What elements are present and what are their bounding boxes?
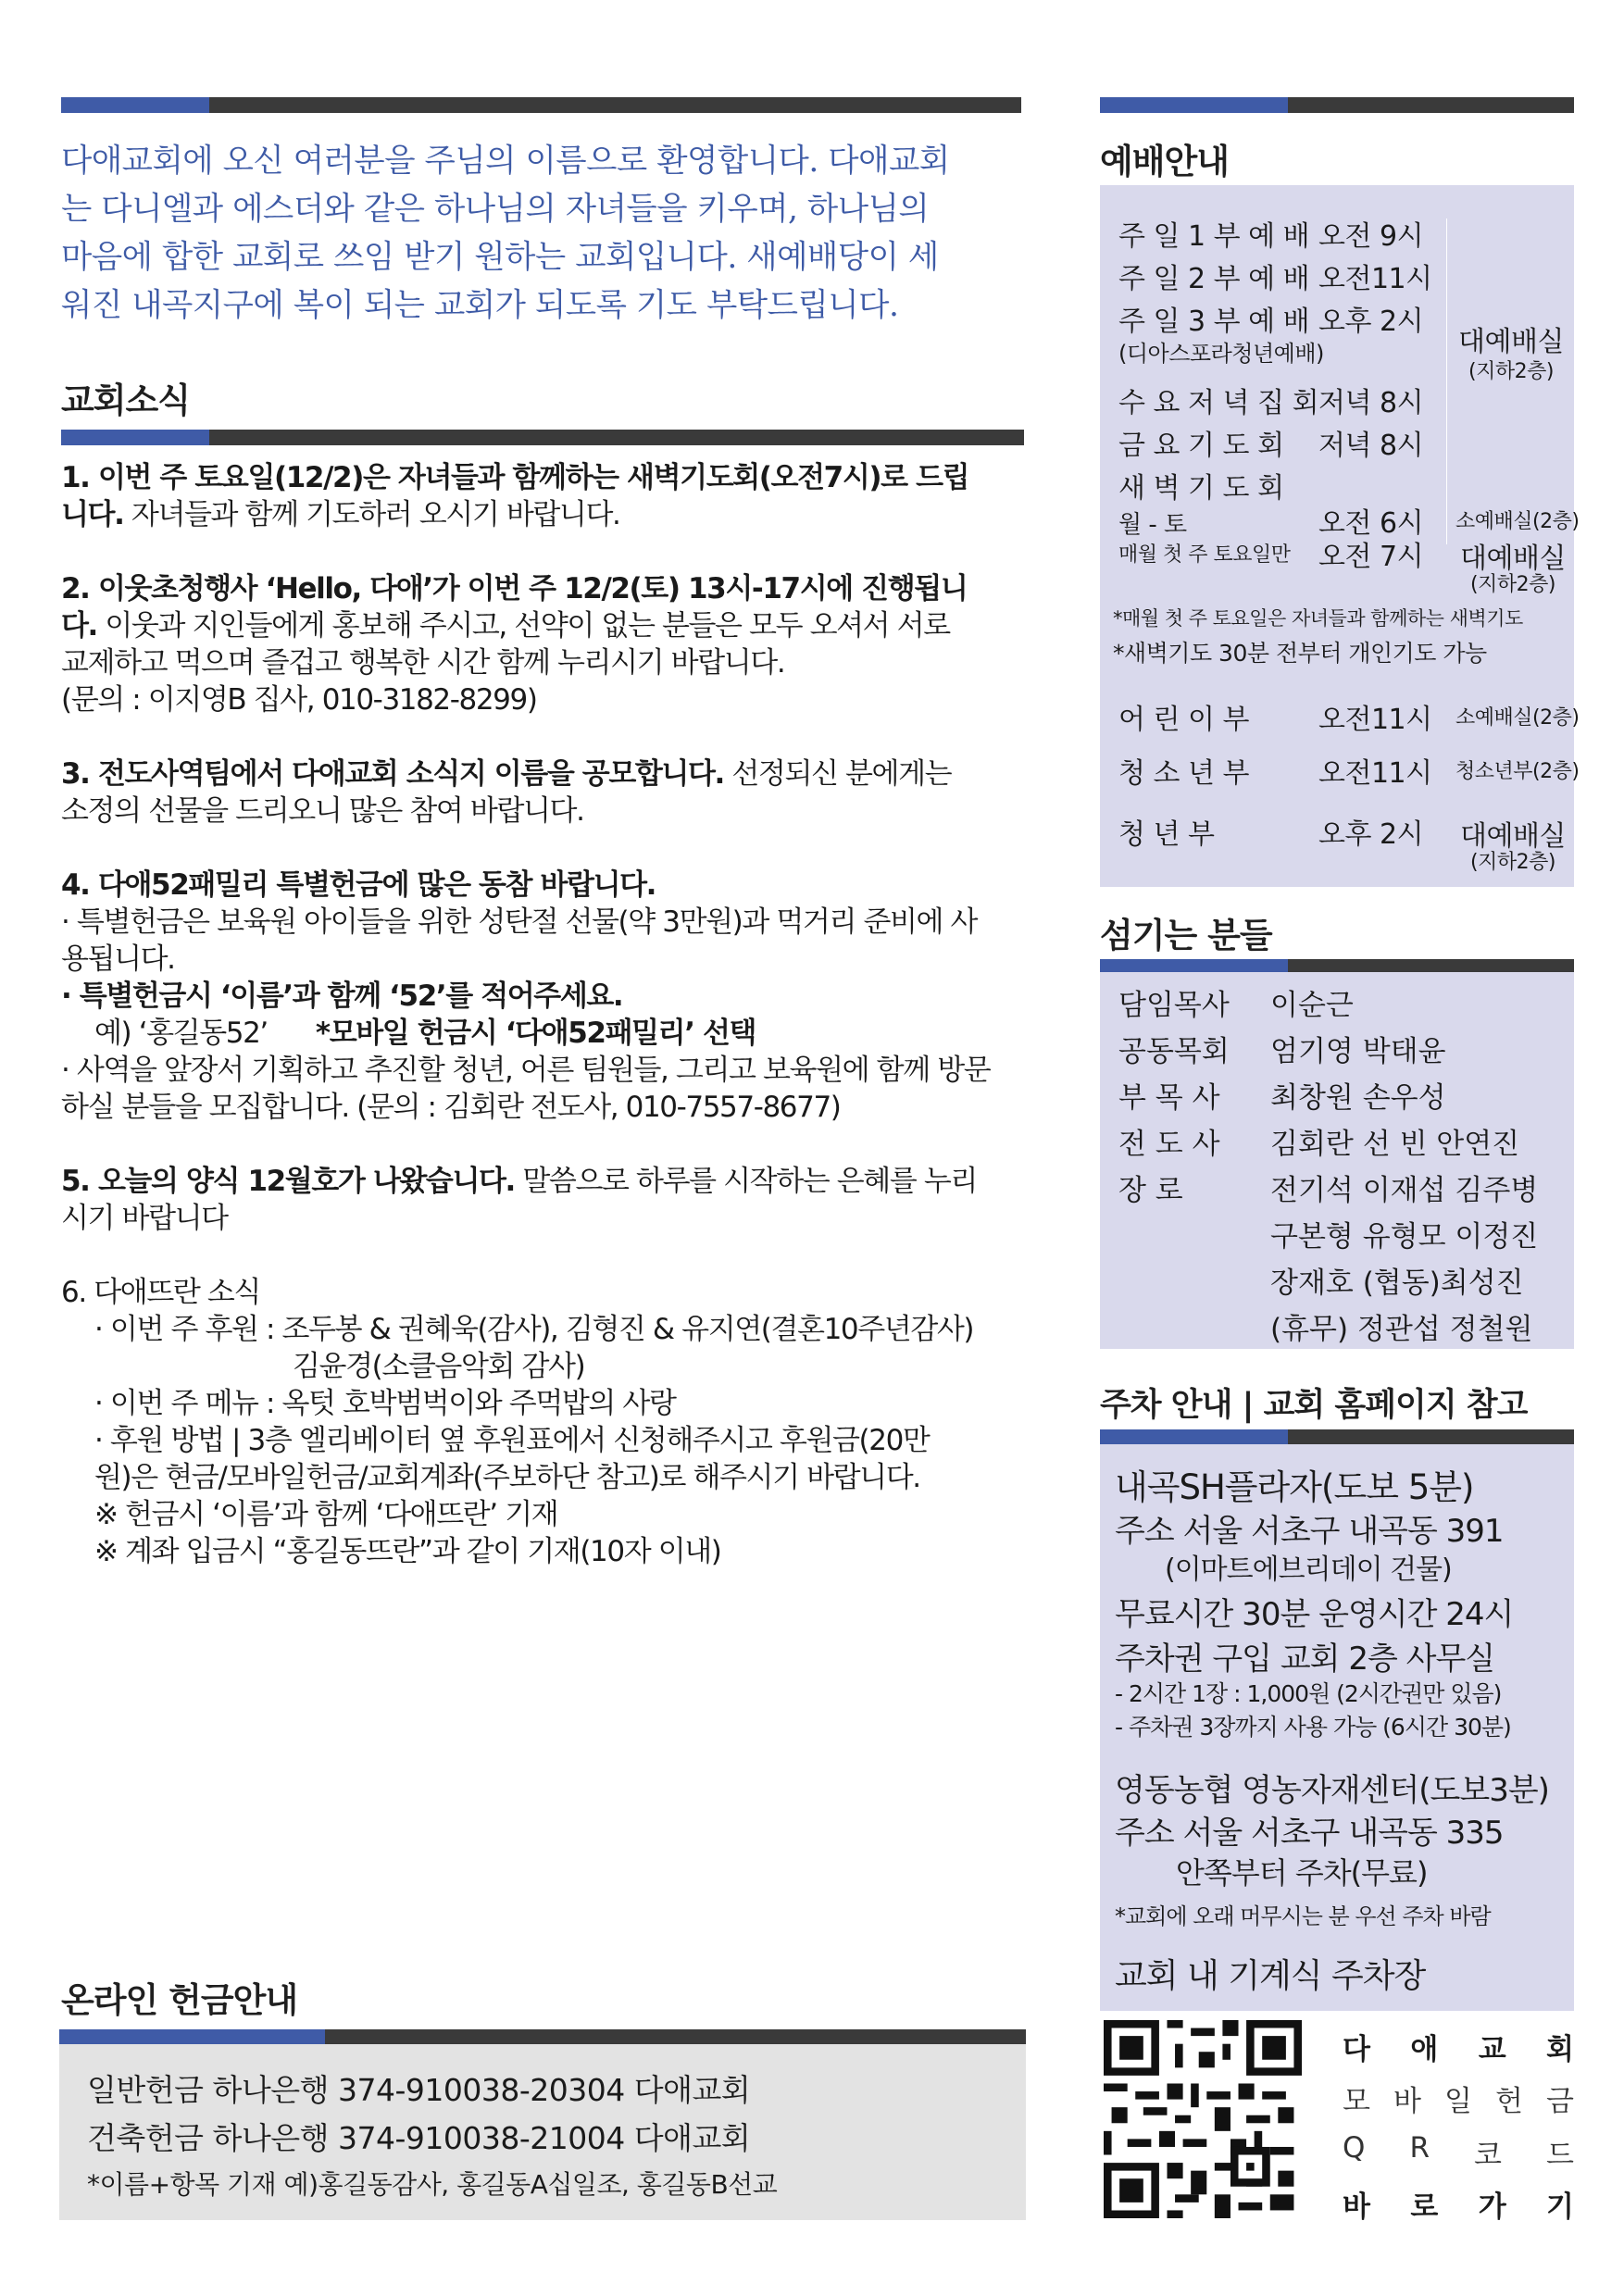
qr-char: 교 xyxy=(1478,2033,1506,2066)
news-item-2-line: 교제하고 먹으며 즐겁고 행복한 시간 함께 누리시기 바랍니다. xyxy=(61,646,785,680)
worship-time: 오전11시 xyxy=(1318,757,1432,790)
staff-names: 구본형 유형모 이정진 xyxy=(1270,1220,1539,1254)
news-heading: 교회소식 xyxy=(61,381,190,420)
parking-location-2: 영동농협 영농자재센터(도보3분) xyxy=(1115,1772,1549,1809)
worship-place: 대예배실 xyxy=(1458,326,1564,358)
parking-mechanical: 교회 내 기계식 주차장 xyxy=(1115,1957,1426,1995)
parking-divider xyxy=(1100,1429,1574,1445)
qr-char: Q xyxy=(1343,2131,1366,2165)
worship-time: 오전11시 xyxy=(1318,704,1432,736)
parking-heading: 주차 안내 | 교회 홈페이지 참고 xyxy=(1100,1387,1528,1424)
news-item-4-line: · 특별헌금시 ‘이름’과 함께 ‘52’를 적어주세요. xyxy=(61,980,623,1013)
worship-name: 주 일 1 부 예 배 xyxy=(1118,220,1310,253)
worship-time: 오전 9시 xyxy=(1318,220,1424,253)
giving-heading: 온라인 헌금안내 xyxy=(61,1980,298,2020)
worship-place: 소예배실(2층) xyxy=(1455,706,1580,730)
welcome-line: 마음에 합한 교회로 쓰임 받기 원하는 교회입니다. 새예배당이 세 xyxy=(61,239,939,276)
qr-char: 가 xyxy=(1478,2190,1506,2224)
parking-panel xyxy=(1100,1444,1574,2011)
qr-char: 바 xyxy=(1343,2190,1370,2224)
qr-char: 금 xyxy=(1546,2085,1574,2118)
parking-hours: 무료시간 30분 운영시간 24시 xyxy=(1115,1596,1514,1633)
worship-place-sub: (지하2층) xyxy=(1470,851,1555,874)
worship-panel xyxy=(1100,185,1580,887)
worship-name: 어 린 이 부 xyxy=(1118,704,1250,736)
news-item-6-line: · 이번 주 후원 : 조두봉 & 권혜욱(감사), 김형진 & 유지연(결혼10주년감사) xyxy=(94,1313,974,1346)
worship-divider xyxy=(1446,218,1447,544)
worship-time: 저녁 8시 xyxy=(1318,430,1424,462)
news-item-6-line: · 이번 주 메뉴 : 옥텃 호박범벅이와 주먹밥의 사랑 xyxy=(94,1387,676,1420)
qr-char: 코 xyxy=(1474,2139,1502,2172)
staff-panel xyxy=(1100,972,1574,1349)
news-item-2-contact: (문의 : 이지영B 집사, 010-3182-8299) xyxy=(61,683,537,717)
worship-name: 주 일 3 부 예 배 xyxy=(1118,306,1310,338)
parking-building: (이마트에브리데이 건물) xyxy=(1165,1554,1452,1586)
parking-location: 내곡SH플라자(도보 5분) xyxy=(1115,1467,1474,1507)
staff-names: 최창원 손우성 xyxy=(1270,1081,1446,1115)
top-divider-right xyxy=(1100,97,1574,113)
worship-name: 금 요 기 도 회 xyxy=(1118,430,1284,462)
giving-account-general: 일반헌금 하나은행 374-910038-20304 다애교회 xyxy=(87,2072,751,2108)
parking-limit: - 주차권 3장까지 사용 가능 (6시간 30분) xyxy=(1115,1714,1511,1741)
staff-role: 전 도 사 xyxy=(1118,1128,1220,1161)
worship-time: 오전11시 xyxy=(1318,263,1432,295)
qr-char: 다 xyxy=(1343,2033,1370,2066)
staff-heading: 섬기는 분들 xyxy=(1100,916,1272,955)
parking-address-2: 주소 서울 서초구 내곡동 335 xyxy=(1115,1815,1504,1852)
worship-name: 주 일 2 부 예 배 xyxy=(1118,263,1310,295)
qr-label-line3 xyxy=(1343,2131,1574,2173)
news-item-3-line: 소정의 선물을 드리오니 많은 참여 바랍니다. xyxy=(61,794,584,828)
giving-box xyxy=(59,2044,1026,2220)
qr-char: 회 xyxy=(1546,2033,1574,2066)
worship-name: 청 소 년 부 xyxy=(1118,757,1250,790)
news-item-1: 1. 이번 주 토요일(12/2)은 자녀들과 함께하는 새벽기도회(오전7시)로 드립 xyxy=(61,461,969,494)
qr-label-line1 xyxy=(1343,2026,1574,2067)
staff-names: 전기석 이재섭 김주병 xyxy=(1270,1174,1539,1207)
news-item-5: 5. 오늘의 양식 12월호가 나왔습니다. 말씀으로 하루를 시작하는 은혜를 누리 xyxy=(61,1165,977,1198)
welcome-line: 워진 내곡지구에 복이 되는 교회가 되도록 기도 부탁드립니다. xyxy=(61,287,899,324)
qr-char: R xyxy=(1409,2131,1430,2165)
parking-address: 주소 서울 서초구 내곡동 391 xyxy=(1115,1513,1504,1550)
qr-char: 기 xyxy=(1546,2190,1574,2224)
worship-place: 소예배실(2층) xyxy=(1455,510,1580,533)
news-item-6-line: 원)은 현금/모바일헌금/교회계좌(주보하단 참고)로 해주시기 바랍니다. xyxy=(94,1461,920,1494)
worship-place-sub: (지하2층) xyxy=(1470,573,1555,596)
staff-role: 장 로 xyxy=(1118,1174,1183,1207)
news-item-2-cont: 다. 이웃과 지인들에게 홍보해 주시고, 선약이 없는 분들은 모두 오셔서 서로 xyxy=(61,609,950,643)
parking-price: - 2시간 1장 : 1,000원 (2시간권만 있음) xyxy=(1115,1680,1502,1707)
news-item-6: 6. 다애뜨란 소식 xyxy=(61,1276,260,1309)
qr-char: 드 xyxy=(1546,2139,1574,2172)
parking-ticket: 주차권 구입 교회 2층 사무실 xyxy=(1115,1641,1495,1678)
welcome-message xyxy=(61,137,1024,330)
top-divider-left xyxy=(61,97,1021,113)
worship-place: 대예배실 xyxy=(1460,820,1566,853)
qr-char: 헌 xyxy=(1495,2085,1523,2118)
qr-char: 모 xyxy=(1343,2085,1370,2118)
news-item-5-line: 시기 바랍니다 xyxy=(61,1202,228,1235)
worship-time: 저녁 8시 xyxy=(1318,387,1424,419)
staff-role: 담임목사 xyxy=(1118,989,1230,1022)
worship-time: 오후 2시 xyxy=(1318,306,1424,338)
worship-time: 오전 7시 xyxy=(1318,541,1424,573)
staff-names: (휴무) 정관섭 정철원 xyxy=(1270,1313,1533,1346)
staff-role: 공동목회 xyxy=(1118,1035,1230,1068)
worship-name: 월 - 토 xyxy=(1118,511,1187,539)
qr-link[interactable] xyxy=(1343,2183,1574,2225)
worship-time: 오전 6시 xyxy=(1318,507,1424,540)
worship-note: *새벽기도 30분 전부터 개인기도 가능 xyxy=(1113,640,1487,667)
giving-divider xyxy=(59,2029,1026,2045)
news-item-4-line: · 특별헌금은 보육원 아이들을 위한 성탄절 선물(약 3만원)과 먹거리 준비에 사 xyxy=(61,905,978,939)
worship-place: 청소년부(2층) xyxy=(1455,760,1580,783)
welcome-line: 는 다니엘과 에스더와 같은 하나님의 자녀들을 키우며, 하나님의 xyxy=(61,191,930,228)
worship-name: 매월 첫 주 토요일만 xyxy=(1118,543,1291,567)
news-divider xyxy=(61,430,1024,445)
worship-heading: 예배안내 xyxy=(1100,142,1229,181)
worship-time: 오후 2시 xyxy=(1318,818,1424,851)
news-item-2: 2. 이웃초청행사 ‘Hello, 다애’가 이번 주 12/2(토) 13시-17시에 진행됩니 xyxy=(61,572,968,605)
news-item-6-line: ※ 계좌 입금시 “홍길동뜨란”과 같이 기재(10자 이내) xyxy=(94,1535,721,1568)
staff-role: 부 목 사 xyxy=(1118,1081,1220,1115)
giving-account-building: 건축헌금 하나은행 374-910038-21004 다애교회 xyxy=(87,2120,751,2156)
staff-names: 이순근 xyxy=(1270,989,1354,1022)
qr-char: 로 xyxy=(1410,2190,1439,2224)
worship-name: 청 년 부 xyxy=(1118,818,1215,851)
news-item-4: 4. 다애52패밀리 특별헌금에 많은 동참 바랍니다. xyxy=(61,868,656,902)
news-item-4-line: · 사역을 앞장서 기획하고 추진할 청년, 어른 팀원들, 그리고 보육원에 함께 방문 xyxy=(61,1054,991,1087)
worship-name: 수 요 저 녁 집 회 xyxy=(1118,387,1319,419)
qr-label-line2 xyxy=(1343,2078,1574,2119)
worship-note: *매월 첫 주 토요일은 자녀들과 함께하는 새벽기도 xyxy=(1113,607,1523,630)
parking-note: *교회에 오래 머무시는 분 우선 주차 바람 xyxy=(1115,1903,1491,1929)
worship-place: 대예배실 xyxy=(1460,543,1566,575)
news-item-4-contact: 하실 분들을 모집합니다. (문의 : 김회란 전도사, 010-7557-8677) xyxy=(61,1091,841,1124)
worship-name: 새 벽 기 도 회 xyxy=(1118,472,1284,505)
news-item-6-line: · 후원 방법 | 3층 엘리베이터 옆 후원표에서 신청해주시고 후원금(20만 xyxy=(94,1424,930,1457)
staff-names: 김회란 선 빈 안연진 xyxy=(1270,1128,1520,1161)
giving-note: *이름+항목 기재 예)홍길동감사, 홍길동A십일조, 홍길동B선교 xyxy=(87,2169,778,2200)
worship-sub: (디아스포라청년예배) xyxy=(1118,341,1324,367)
staff-names: 엄기영 박태윤 xyxy=(1270,1035,1446,1068)
qr-char: 일 xyxy=(1444,2085,1472,2118)
staff-names: 장재호 (협동)최성진 xyxy=(1270,1267,1524,1300)
news-item-3: 3. 전도사역팀에서 다애교회 소식지 이름을 공모합니다. 선정되신 분에게는 xyxy=(61,757,952,791)
news-item-4-line: 용됩니다. xyxy=(61,942,175,976)
worship-place-sub: (지하2층) xyxy=(1468,360,1554,383)
qr-char: 애 xyxy=(1410,2033,1439,2066)
news-item-1-cont: 니다. 자녀들과 함께 기도하러 오시기 바랍니다. xyxy=(61,498,620,531)
news-item-6-line: ※ 헌금시 ‘이름’과 함께 ‘다애뜨란’ 기재 xyxy=(94,1498,558,1531)
welcome-line: 다애교회에 오신 여러분을 주님의 이름으로 환영합니다. 다애교회 xyxy=(61,143,950,180)
news-item-4-example: 예) ‘홍길동52’ *모바일 헌금시 ‘다애52패밀리’ 선택 xyxy=(94,1017,756,1050)
news-item-6-line: 김윤경(소클음악회 감사) xyxy=(293,1350,585,1383)
parking-note-free: 안쪽부터 주차(무료) xyxy=(1176,1855,1428,1890)
news-list xyxy=(61,459,1030,1570)
qr-code-icon[interactable] xyxy=(1104,2020,1302,2218)
qr-char: 바 xyxy=(1393,2085,1421,2118)
